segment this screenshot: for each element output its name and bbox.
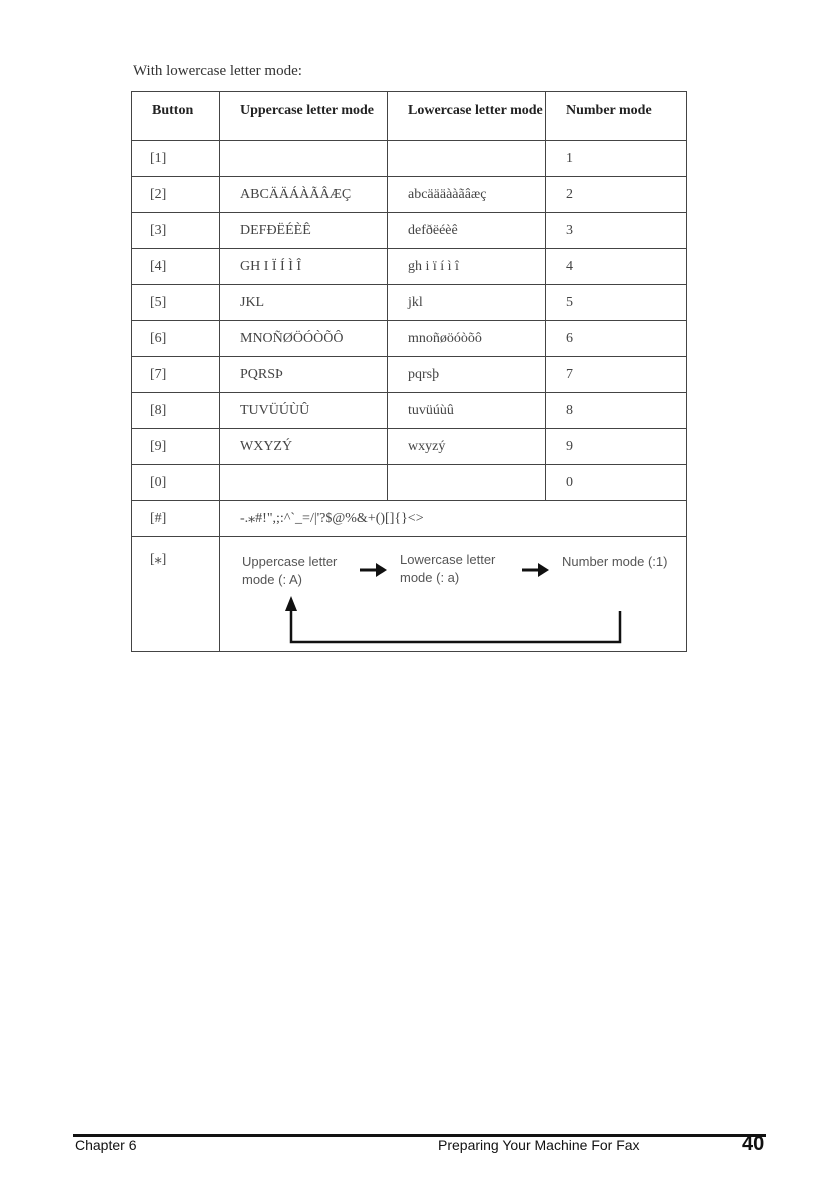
button-cell: [8] xyxy=(132,393,220,429)
cycle-uppercase-line1: Uppercase letter xyxy=(242,554,338,569)
table-row xyxy=(132,357,687,393)
number-cell: 7 xyxy=(546,357,687,393)
button-cell: [5] xyxy=(132,285,220,321)
number-cell: 9 xyxy=(546,429,687,465)
number-cell: 5 xyxy=(546,285,687,321)
button-cell: [6] xyxy=(132,321,220,357)
footer-rule xyxy=(73,1134,766,1137)
lowercase-cell xyxy=(388,465,546,501)
table-row-star xyxy=(132,537,687,652)
lowercase-cell: defðëéèê xyxy=(388,213,546,249)
number-cell: 3 xyxy=(546,213,687,249)
footer-chapter: Chapter 6 xyxy=(75,1137,137,1153)
button-cell: [0] xyxy=(132,465,220,501)
star-button-cell: [⁎] xyxy=(132,537,220,652)
table-row-hash xyxy=(132,501,687,537)
cycle-lowercase-line1: Lowercase letter xyxy=(400,552,496,567)
lowercase-cell: gh i ï í ì î xyxy=(388,249,546,285)
header-number: Number mode xyxy=(546,92,687,141)
table-row xyxy=(132,285,687,321)
button-cell: [7] xyxy=(132,357,220,393)
mode-cycle-cell xyxy=(220,537,687,652)
uppercase-cell: DEFÐËÉÈÊ xyxy=(220,213,388,249)
table-row xyxy=(132,213,687,249)
table-row xyxy=(132,429,687,465)
uppercase-cell: MNOÑØÖÓÒÕÔ xyxy=(220,321,388,357)
table-header-row xyxy=(132,92,687,141)
number-cell: 4 xyxy=(546,249,687,285)
lowercase-cell: pqrsþ xyxy=(388,357,546,393)
lowercase-cell: tuvüúùû xyxy=(388,393,546,429)
number-cell: 0 xyxy=(546,465,687,501)
uppercase-cell: TUVÜÚÙÛ xyxy=(220,393,388,429)
table-row xyxy=(132,141,687,177)
lowercase-cell: jkl xyxy=(388,285,546,321)
uppercase-cell: ABCÄÄÁÀÃÂÆÇ xyxy=(220,177,388,213)
lowercase-cell: wxyzý xyxy=(388,429,546,465)
uppercase-cell: JKL xyxy=(220,285,388,321)
number-cell: 6 xyxy=(546,321,687,357)
mode-cycle-diagram xyxy=(240,551,680,651)
lowercase-cell: abcäääààãâæç xyxy=(388,177,546,213)
table-row xyxy=(132,321,687,357)
header-uppercase: Uppercase letter mode xyxy=(220,92,388,141)
hash-symbols-cell: -.⁎#!",;:^`_=/|'?$@%&+()[]{}<> xyxy=(220,501,687,537)
number-cell: 2 xyxy=(546,177,687,213)
uppercase-cell: WXYZÝ xyxy=(220,429,388,465)
cycle-lowercase-line2: mode (: a) xyxy=(400,570,460,585)
button-cell: [4] xyxy=(132,249,220,285)
table-row xyxy=(132,249,687,285)
button-cell: [1] xyxy=(132,141,220,177)
intro-text: With lowercase letter mode: xyxy=(133,63,302,79)
hash-button-cell: [#] xyxy=(132,501,220,537)
table-row xyxy=(132,465,687,501)
button-cell: [9] xyxy=(132,429,220,465)
return-arrow-icon xyxy=(240,551,680,651)
number-cell: 8 xyxy=(546,393,687,429)
cycle-number-line1: Number mode (:1) xyxy=(562,554,668,569)
uppercase-cell xyxy=(220,141,388,177)
uppercase-cell: GH I Ï Í Ì Î xyxy=(220,249,388,285)
table-row xyxy=(132,177,687,213)
cycle-uppercase-line2: mode (: A) xyxy=(242,572,302,587)
footer-title: Preparing Your Machine For Fax xyxy=(438,1137,640,1153)
number-cell: 1 xyxy=(546,141,687,177)
lowercase-cell xyxy=(388,141,546,177)
page-number: 40 xyxy=(742,1133,765,1155)
lowercase-cell: mnoñøöóòõô xyxy=(388,321,546,357)
uppercase-cell xyxy=(220,465,388,501)
header-lowercase: Lowercase letter mode xyxy=(388,92,546,141)
button-cell: [3] xyxy=(132,213,220,249)
header-button: Button xyxy=(132,92,220,141)
uppercase-cell: PQRSÞ xyxy=(220,357,388,393)
button-cell: [2] xyxy=(132,177,220,213)
character-table xyxy=(131,91,687,652)
table-row xyxy=(132,393,687,429)
